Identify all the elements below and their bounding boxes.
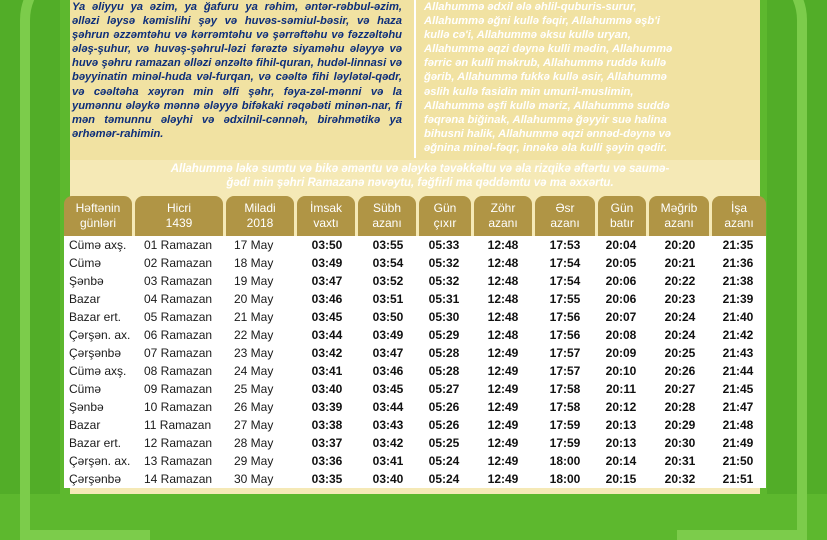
cell-isha-time: 21:45 bbox=[722, 382, 754, 396]
cell-isha-time: 21:50 bbox=[722, 454, 754, 468]
cell-fajr-time: 03:45 bbox=[372, 382, 404, 396]
cell-dhuhr-time: 12:48 bbox=[487, 310, 519, 324]
cell-asr-time: 18:00 bbox=[549, 454, 581, 468]
cell-hijri-date: 09 Ramazan bbox=[144, 382, 213, 396]
cell-dhuhr-time: 12:49 bbox=[487, 400, 519, 414]
cell-hijri-date: 10 Ramazan bbox=[144, 400, 213, 414]
cell-sunset-time: 20:13 bbox=[605, 436, 637, 450]
cell-maghrib-time: 20:21 bbox=[664, 256, 696, 270]
cell-imsak-time: 03:37 bbox=[311, 436, 343, 450]
cell-imsak-time: 03:46 bbox=[311, 292, 343, 306]
cell-isha-time: 21:43 bbox=[722, 346, 754, 360]
cell-fajr-time: 03:40 bbox=[372, 472, 404, 486]
cell-sunrise-time: 05:26 bbox=[428, 400, 460, 414]
table-row bbox=[64, 398, 766, 416]
cell-fajr-time: 03:47 bbox=[372, 346, 404, 360]
cell-hijri-date: 08 Ramazan bbox=[144, 364, 213, 378]
cell-gregorian-date: 30 May bbox=[234, 472, 274, 486]
cell-imsak-time: 03:44 bbox=[311, 328, 343, 342]
cell-hijri-date: 04 Ramazan bbox=[144, 292, 213, 306]
table-row bbox=[64, 326, 766, 344]
cell-weekday: Şənbə bbox=[69, 400, 104, 414]
cell-imsak-time: 03:45 bbox=[311, 310, 343, 324]
cell-sunrise-time: 05:28 bbox=[428, 346, 460, 360]
cell-gregorian-date: 21 May bbox=[234, 310, 274, 324]
cell-isha-time: 21:48 bbox=[722, 418, 754, 432]
table-row bbox=[64, 434, 766, 452]
cell-isha-time: 21:49 bbox=[722, 436, 754, 450]
cell-dhuhr-time: 12:48 bbox=[487, 256, 519, 270]
cell-maghrib-time: 20:27 bbox=[664, 382, 696, 396]
cell-hijri-date: 11 Ramazan bbox=[144, 418, 212, 432]
fast-intention-text: Allahummə ləkə sumtu və bikə əməntu və ələykə təvəkkəltu və əla rizqikə əftərtu və saumə-ğədi min şəhri Ramazanə nəvəytu, fəğfirli ma qəddəmtu və ma əxxərtu. bbox=[170, 163, 670, 189]
cell-sunrise-time: 05:31 bbox=[428, 292, 460, 306]
cell-sunset-time: 20:08 bbox=[605, 328, 637, 342]
cell-hijri-date: 07 Ramazan bbox=[144, 346, 213, 360]
cell-isha-time: 21:42 bbox=[722, 328, 754, 342]
cell-imsak-time: 03:50 bbox=[311, 238, 343, 252]
table-row bbox=[64, 344, 766, 362]
cell-dhuhr-time: 12:48 bbox=[487, 274, 519, 288]
cell-maghrib-time: 20:29 bbox=[664, 418, 696, 432]
cell-imsak-time: 03:36 bbox=[311, 454, 343, 468]
cell-imsak-time: 03:49 bbox=[311, 256, 343, 270]
cell-weekday: Çərşənbə bbox=[69, 346, 122, 360]
table-row bbox=[64, 272, 766, 290]
cell-fajr-time: 03:51 bbox=[372, 292, 404, 306]
cell-sunset-time: 20:09 bbox=[605, 346, 637, 360]
cell-sunset-time: 20:07 bbox=[605, 310, 637, 324]
table-row bbox=[64, 290, 766, 308]
cell-isha-time: 21:51 bbox=[722, 472, 754, 486]
cell-maghrib-time: 20:30 bbox=[664, 436, 696, 450]
cell-gregorian-date: 29 May bbox=[234, 454, 274, 468]
cell-imsak-time: 03:39 bbox=[311, 400, 343, 414]
cell-sunset-time: 20:06 bbox=[605, 292, 637, 306]
cell-fajr-time: 03:54 bbox=[372, 256, 404, 270]
cell-weekday: Çərşənbə bbox=[69, 472, 122, 486]
cell-sunset-time: 20:05 bbox=[605, 256, 637, 270]
cell-sunset-time: 20:12 bbox=[605, 400, 637, 414]
cell-gregorian-date: 19 May bbox=[234, 274, 274, 288]
cell-sunrise-time: 05:32 bbox=[428, 256, 460, 270]
cell-asr-time: 17:56 bbox=[549, 310, 581, 324]
cell-imsak-time: 03:41 bbox=[311, 364, 343, 378]
cell-asr-time: 18:00 bbox=[549, 472, 581, 486]
cell-asr-time: 17:58 bbox=[549, 382, 581, 396]
cell-maghrib-time: 20:31 bbox=[664, 454, 696, 468]
table-row bbox=[64, 380, 766, 398]
table-row bbox=[64, 416, 766, 434]
cell-maghrib-time: 20:26 bbox=[664, 364, 696, 378]
cell-gregorian-date: 24 May bbox=[234, 364, 274, 378]
cell-maghrib-time: 20:32 bbox=[664, 472, 696, 486]
cell-hijri-date: 06 Ramazan bbox=[144, 328, 213, 342]
cell-weekday: Bazar ert. bbox=[69, 310, 122, 324]
cell-asr-time: 17:59 bbox=[549, 436, 581, 450]
cell-maghrib-time: 20:23 bbox=[664, 292, 696, 306]
cell-isha-time: 21:39 bbox=[722, 292, 754, 306]
cell-dhuhr-time: 12:48 bbox=[487, 328, 519, 342]
timetable-header bbox=[0, 196, 827, 236]
cell-hijri-date: 02 Ramazan bbox=[144, 256, 213, 270]
cell-sunrise-time: 05:27 bbox=[428, 382, 460, 396]
table-row bbox=[64, 470, 766, 488]
cell-sunrise-time: 05:26 bbox=[428, 418, 460, 432]
cell-gregorian-date: 20 May bbox=[234, 292, 274, 306]
cell-dhuhr-time: 12:49 bbox=[487, 436, 519, 450]
table-row bbox=[64, 236, 766, 254]
header-sunset: Gün batır bbox=[598, 196, 646, 236]
cell-isha-time: 21:47 bbox=[722, 400, 754, 414]
cell-maghrib-time: 20:20 bbox=[664, 238, 696, 252]
cell-imsak-time: 03:47 bbox=[311, 274, 343, 288]
cell-asr-time: 17:58 bbox=[549, 400, 581, 414]
cell-dhuhr-time: 12:49 bbox=[487, 346, 519, 360]
cell-weekday: Cümə axş. bbox=[69, 364, 127, 378]
prayer-text-right: Allahummə ədxil ələ əhlil-quburis-surur, Allahummə əğni kullə fəqir, Allahummə əşb'i kullə cə'i, Allahummə əksu kullə uryan, Allahummə əqzi dəynə kulli mədin, Allahummə fərric ən kulli məkrub, Allahummə ruddə kullə ğərib, Allahummə fukkə kullə əsir, Allahummə əslih kullə fasidin min umuril-muslimin, Allahummə əşfi kullə məriz, Allahummə suddə fəqrəna biğinak, Allahummə ğəyyir suə halina bihusni halik, Allahummə əqzi ənnəd-dəynə və əğnina minəl-fəqr, innəkə əla kulli şəyin qədir. bbox=[424, 1, 673, 154]
cell-sunrise-time: 05:25 bbox=[428, 436, 460, 450]
header-fajr: Sübh azanı bbox=[358, 196, 416, 236]
cell-weekday: Cümə bbox=[69, 256, 102, 270]
cell-dhuhr-time: 12:49 bbox=[487, 454, 519, 468]
table-row bbox=[64, 308, 766, 326]
cell-sunset-time: 20:11 bbox=[605, 382, 637, 396]
cell-asr-time: 17:55 bbox=[549, 292, 581, 306]
cell-maghrib-time: 20:22 bbox=[664, 274, 696, 288]
cell-hijri-date: 01 Ramazan bbox=[144, 238, 213, 252]
header-maghrib: Məğrib azanı bbox=[649, 196, 709, 236]
cell-weekday: Bazar bbox=[69, 418, 101, 432]
cell-weekday: Çərşən. ax. bbox=[69, 328, 131, 342]
cell-asr-time: 17:57 bbox=[549, 346, 581, 360]
cell-asr-time: 17:57 bbox=[549, 364, 581, 378]
cell-dhuhr-time: 12:49 bbox=[487, 472, 519, 486]
cell-maghrib-time: 20:25 bbox=[664, 346, 696, 360]
cell-weekday: Bazar bbox=[69, 292, 101, 306]
cell-isha-time: 21:44 bbox=[722, 364, 754, 378]
cell-asr-time: 17:53 bbox=[549, 238, 581, 252]
cell-sunrise-time: 05:24 bbox=[428, 472, 460, 486]
cell-sunset-time: 20:15 bbox=[605, 472, 637, 486]
cell-maghrib-time: 20:28 bbox=[664, 400, 696, 414]
header-hijri: Hicri 1439 bbox=[135, 196, 223, 236]
cell-maghrib-time: 20:24 bbox=[664, 328, 696, 342]
cell-isha-time: 21:38 bbox=[722, 274, 754, 288]
cell-fajr-time: 03:44 bbox=[372, 400, 404, 414]
cell-gregorian-date: 25 May bbox=[234, 382, 274, 396]
header-asr: Əsr azanı bbox=[535, 196, 595, 236]
cell-fajr-time: 03:50 bbox=[372, 310, 404, 324]
cell-gregorian-date: 26 May bbox=[234, 400, 274, 414]
cell-dhuhr-time: 12:48 bbox=[487, 238, 519, 252]
cell-gregorian-date: 17 May bbox=[234, 238, 274, 252]
cell-sunrise-time: 05:32 bbox=[428, 274, 460, 288]
cell-hijri-date: 14 Ramazan bbox=[144, 472, 213, 486]
prayer-text-left: Ya əliyyu ya əzim, ya ğafuru ya rəhim, əntər-rəbbul-əzim, əlləzi ləysə kəmislihi şəy və huvəs-səmiul-bəsir, və haza şəhrun əzzəmtəhu və kərrəmtəhu və şərrəftəhu və fəzzəltəhu ələş-şuhur, və huvəş-şəhrul-ləzi fərəztə siyaməhu ələyyə və huvə şəhru ramazan əlləzi ənzəltə fihil-quran, hudəl-linnasi və bəyyinatin minəl-huda vəl-furqan, və cəəltə fihi ləylətəl-qədr, və cəəltəha xəyrən min əlfi şəhr, fəya-zəl-mənni və la yumənnu ələykə mənnə ələyyə bifəkaki rəqəbəti minən-nar, fi mən təmunnu ələyhi və ədxilnil-cənnəh, birəhmətikə ya ərhəmər-rahimin. bbox=[72, 1, 402, 140]
cell-hijri-date: 13 Ramazan bbox=[144, 454, 213, 468]
table-row bbox=[64, 362, 766, 380]
cell-asr-time: 17:56 bbox=[549, 328, 581, 342]
cell-sunset-time: 20:14 bbox=[605, 454, 637, 468]
cell-isha-time: 21:35 bbox=[722, 238, 754, 252]
cell-sunrise-time: 05:33 bbox=[428, 238, 460, 252]
cell-dhuhr-time: 12:49 bbox=[487, 382, 519, 396]
cell-gregorian-date: 23 May bbox=[234, 346, 274, 360]
header-gregorian: Miladi 2018 bbox=[226, 196, 294, 236]
cell-sunset-time: 20:13 bbox=[605, 418, 637, 432]
header-weekday: Həftənin günləri bbox=[64, 196, 132, 236]
header-imsak: İmsak vaxtı bbox=[297, 196, 355, 236]
cell-imsak-time: 03:38 bbox=[311, 418, 343, 432]
cell-gregorian-date: 27 May bbox=[234, 418, 274, 432]
cell-weekday: Çərşən. ax. bbox=[69, 454, 131, 468]
cell-sunset-time: 20:10 bbox=[605, 364, 637, 378]
cell-asr-time: 17:54 bbox=[549, 256, 581, 270]
cell-asr-time: 17:59 bbox=[549, 418, 581, 432]
cell-fajr-time: 03:52 bbox=[372, 274, 404, 288]
cell-hijri-date: 05 Ramazan bbox=[144, 310, 213, 324]
cell-fajr-time: 03:41 bbox=[372, 454, 404, 468]
cell-sunrise-time: 05:28 bbox=[428, 364, 460, 378]
cell-asr-time: 17:54 bbox=[549, 274, 581, 288]
header-isha: İşa azanı bbox=[712, 196, 766, 236]
cell-hijri-date: 12 Ramazan bbox=[144, 436, 213, 450]
cell-isha-time: 21:36 bbox=[722, 256, 754, 270]
cell-fajr-time: 03:46 bbox=[372, 364, 404, 378]
cell-isha-time: 21:40 bbox=[722, 310, 754, 324]
cell-sunset-time: 20:04 bbox=[605, 238, 637, 252]
cell-maghrib-time: 20:24 bbox=[664, 310, 696, 324]
cell-weekday: Cümə axş. bbox=[69, 238, 127, 252]
header-sunrise: Gün çıxır bbox=[419, 196, 471, 236]
cell-fajr-time: 03:43 bbox=[372, 418, 404, 432]
cell-gregorian-date: 18 May bbox=[234, 256, 274, 270]
cell-weekday: Bazar ert. bbox=[69, 436, 122, 450]
cell-imsak-time: 03:40 bbox=[311, 382, 343, 396]
cell-hijri-date: 03 Ramazan bbox=[144, 274, 213, 288]
cell-fajr-time: 03:55 bbox=[372, 238, 404, 252]
table-row bbox=[64, 254, 766, 272]
cell-weekday: Cümə bbox=[69, 382, 102, 396]
table-row bbox=[64, 452, 766, 470]
cell-imsak-time: 03:42 bbox=[311, 346, 343, 360]
header-dhuhr: Zöhr azanı bbox=[474, 196, 532, 236]
cell-sunrise-time: 05:29 bbox=[428, 328, 460, 342]
cell-fajr-time: 03:49 bbox=[372, 328, 404, 342]
cell-dhuhr-time: 12:48 bbox=[487, 292, 519, 306]
cell-gregorian-date: 22 May bbox=[234, 328, 274, 342]
prayer-divider bbox=[414, 0, 416, 158]
cell-gregorian-date: 28 May bbox=[234, 436, 274, 450]
cell-sunrise-time: 05:30 bbox=[428, 310, 460, 324]
cell-weekday: Şənbə bbox=[69, 274, 104, 288]
cell-dhuhr-time: 12:49 bbox=[487, 418, 519, 432]
cell-fajr-time: 03:42 bbox=[372, 436, 404, 450]
cell-sunrise-time: 05:24 bbox=[428, 454, 460, 468]
timetable-rows bbox=[64, 236, 766, 488]
cell-imsak-time: 03:35 bbox=[311, 472, 343, 486]
cell-sunset-time: 20:06 bbox=[605, 274, 637, 288]
cell-dhuhr-time: 12:49 bbox=[487, 364, 519, 378]
